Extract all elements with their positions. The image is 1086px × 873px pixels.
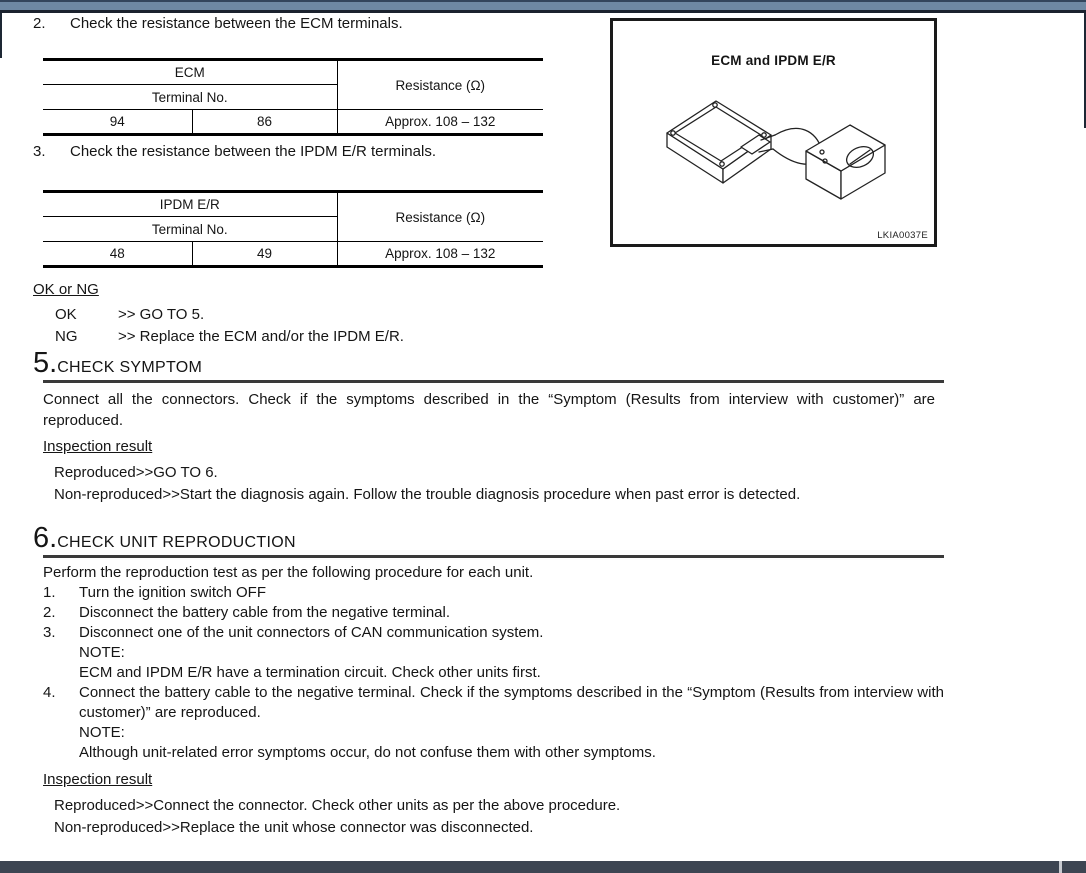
ok-key: OK xyxy=(55,306,77,323)
list-item-4-number: 4. xyxy=(43,684,56,701)
ipdm-table-resistance-header: Resistance (Ω) xyxy=(337,192,543,242)
ipdm-table-group-header: IPDM E/R xyxy=(43,192,337,217)
scrollbar-divider xyxy=(1059,861,1062,873)
section-5-results xyxy=(54,462,935,505)
section-6-step-list xyxy=(43,583,944,763)
list-item-4 xyxy=(43,683,944,763)
list-item-3 xyxy=(43,623,944,683)
section-6-reproduced: Reproduced>>Connect the connector. Check other units as per the above procedure. xyxy=(54,797,621,814)
list-item-3-number: 3. xyxy=(43,624,56,641)
ecm-terminal-b: 86 xyxy=(192,110,337,135)
section-5-rule xyxy=(43,380,944,383)
figure-box xyxy=(610,18,937,247)
step-2-text: Check the resistance between the ECM terminals. xyxy=(70,15,403,32)
ecm-multimeter-illustration xyxy=(613,73,934,238)
list-item-3-text: Disconnect one of the unit connectors of CAN communication system. xyxy=(79,624,544,641)
section-5-heading xyxy=(33,348,202,378)
ok-ng-label: OK or NG xyxy=(33,281,99,298)
ecm-table-terminal-header: Terminal No. xyxy=(43,85,337,110)
ng-key: NG xyxy=(55,328,78,345)
list-item-2 xyxy=(43,603,944,623)
section-6-title: CHECK UNIT REPRODUCTION xyxy=(57,534,296,551)
ipdm-table-terminal-header: Terminal No. xyxy=(43,217,337,242)
list-item-4-text: Connect the battery cable to the negative terminal. Check if the symptoms described in the “Symptom (Results from interview with customer)” are reproduced. xyxy=(79,684,944,721)
step-3-text: Check the resistance between the IPDM E/R terminals. xyxy=(70,143,436,160)
figure-code: LKIA0037E xyxy=(877,230,928,241)
section-5-title: CHECK SYMPTOM xyxy=(57,359,203,376)
list-item-3-note: ECM and IPDM E/R have a termination circuit. Check other units first. xyxy=(79,664,541,681)
step-3-number: 3. xyxy=(33,143,46,160)
ecm-resistance-table xyxy=(43,58,543,136)
list-item-2-text: Disconnect the battery cable from the negative terminal. xyxy=(79,604,451,621)
list-item-2-number: 2. xyxy=(43,604,56,621)
ok-result-row xyxy=(55,305,204,325)
ecm-table-resistance-header: Resistance (Ω) xyxy=(337,60,543,110)
section-6-heading xyxy=(33,523,296,553)
window-top-bar xyxy=(0,0,1086,13)
ipdm-resistance-value: Approx. 108 – 132 xyxy=(385,246,496,261)
step-3-line xyxy=(33,142,436,162)
section-6-intro: Perform the reproduction test as per the following procedure for each unit. xyxy=(43,564,534,581)
ng-result-row xyxy=(55,327,404,347)
step-2-line xyxy=(33,14,403,34)
ok-action: >> GO TO 5. xyxy=(118,306,205,323)
page-left-edge xyxy=(0,13,2,58)
ecm-resistance-value: Approx. 108 – 132 xyxy=(385,114,496,129)
figure-title: ECM and IPDM E/R xyxy=(711,53,836,68)
list-item-4-note: Although unit-related error symptoms occur, do not confuse them with other symptoms. xyxy=(79,744,656,761)
section-6-number: 6. xyxy=(33,522,58,554)
section-5-reproduced: Reproduced>>GO TO 6. xyxy=(54,464,218,481)
section-5-inspection-label: Inspection result xyxy=(43,438,153,455)
horizontal-scrollbar[interactable] xyxy=(0,861,1086,873)
list-item-1-text: Turn the ignition switch OFF xyxy=(79,584,267,601)
ecm-terminal-a: 94 xyxy=(43,110,192,135)
ipdm-terminal-a: 48 xyxy=(43,242,192,267)
section-5-non-reproduced: Non-reproduced>>Start the diagnosis again. Follow the trouble diagnosis procedure when past error is detected. xyxy=(54,485,801,503)
ipdm-terminal-b: 49 xyxy=(192,242,337,267)
section-6-non-reproduced: Non-reproduced>>Replace the unit whose connector was disconnected. xyxy=(54,818,534,836)
section-6-inspection-label: Inspection result xyxy=(43,771,153,788)
section-5-body: Connect all the connectors. Check if the symptoms described in the “Symptom (Results from interview with customer)” are reproduced. xyxy=(43,391,935,429)
section-6-rule xyxy=(43,555,944,558)
list-item-3-note-label: NOTE: xyxy=(79,644,125,661)
list-item-1 xyxy=(43,583,944,603)
list-item-1-number: 1. xyxy=(43,584,56,601)
ipdm-resistance-table xyxy=(43,190,543,268)
ng-action: >> Replace the ECM and/or the IPDM E/R. xyxy=(118,328,404,345)
section-6-results xyxy=(54,795,935,838)
list-item-4-note-label: NOTE: xyxy=(79,724,125,741)
step-2-number: 2. xyxy=(33,15,46,32)
ecm-table-group-header: ECM xyxy=(43,60,337,85)
section-5-number: 5. xyxy=(33,347,58,379)
